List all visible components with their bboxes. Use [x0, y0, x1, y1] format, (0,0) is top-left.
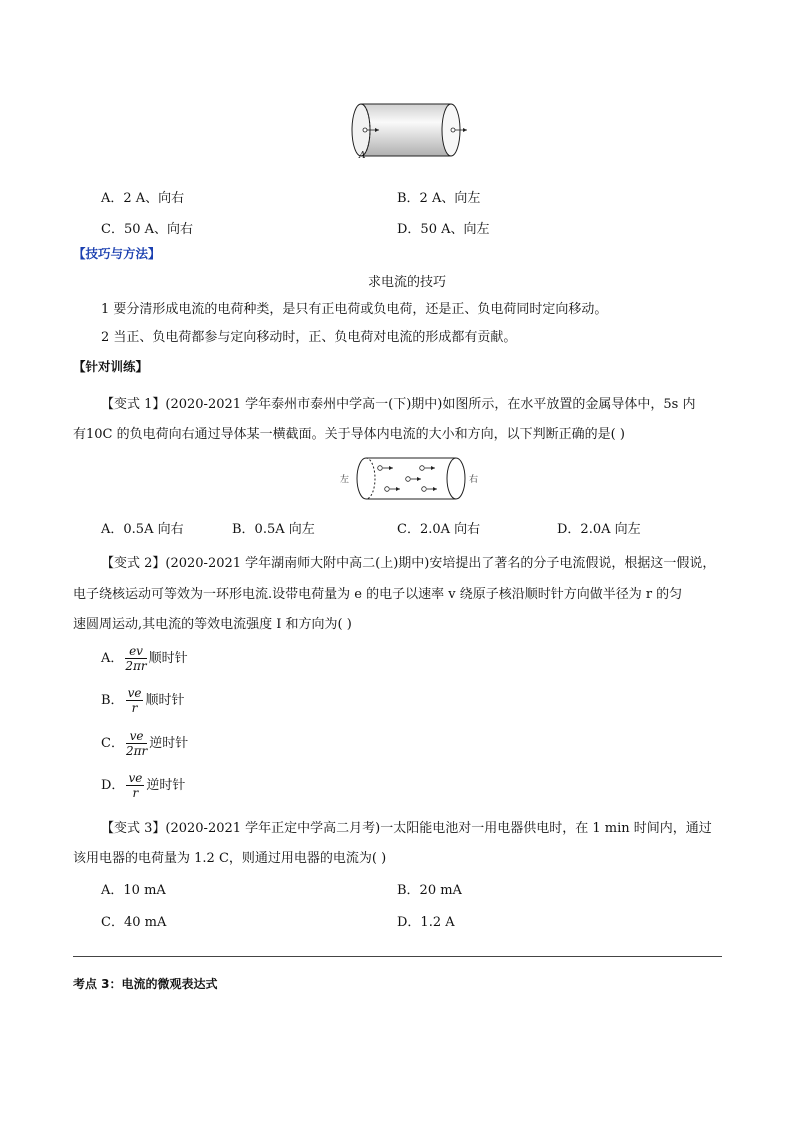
figure-label-a: A [359, 151, 366, 161]
v3-option-c: C．40 mA [101, 915, 167, 930]
conductor-right-label: 右 [469, 475, 479, 485]
v3-line-2: 该用电器的电荷量为 1.2 C，则通过用电器的电流为( ) [73, 851, 387, 866]
v1-option-b: B．0.5A 向左 [232, 522, 315, 537]
v2-option-c [101, 729, 188, 758]
v3-line-1: 【变式 3】(2020-2021 学年正定中学高二月考)一太阳能电池对一用电器供电时，在 1 min 时间内，通过 [101, 821, 712, 836]
v2-option-b-fraction: $\frac{ve}{r}$ [127, 686, 142, 715]
prev-option-b: B．2 A、向左 [397, 191, 481, 206]
next-section-title: 考点 3：电流的微观表达式 [73, 977, 218, 991]
v1-option-d: D．2.0A 向左 [557, 522, 641, 537]
v2-option-a [101, 644, 188, 673]
methods-item-1: 1 要分清形成电流的电荷种类，是只有正电荷或负电荷，还是正、负电荷同时定向移动。 [101, 302, 608, 317]
v1-option-a: A．0.5A 向右 [101, 522, 184, 537]
v2-option-b-direction: 顺时针 [145, 693, 185, 708]
v2-option-c-letter: C． [101, 736, 124, 751]
v2-option-a-fraction: $\frac{ev}{2\pi r}$ [125, 644, 147, 673]
prev-option-c: C．50 A、向右 [101, 222, 194, 237]
conductor-figure [338, 455, 488, 503]
v1-option-c: C．2.0A 向右 [397, 522, 481, 537]
v2-option-d-letter: D． [101, 778, 125, 793]
methods-header: 【技巧与方法】 [73, 246, 161, 261]
v2-option-a-direction: 顺时针 [148, 651, 188, 666]
training-header: 【针对训练】 [73, 359, 149, 374]
prev-option-a: A．2 A、向右 [101, 191, 185, 206]
v1-line-1: 【变式 1】(2020-2021 学年泰州市泰州中学高一(下)期中)如图所示，在水平放置的金属导体中，5s 内 [101, 397, 696, 412]
v2-line-1: 【变式 2】(2020-2021 学年湖南师大附中高二(上)期中)安培提出了著名的分子电流假说，根据这一假说， [101, 556, 716, 571]
v2-option-a-letter: A． [101, 651, 124, 666]
v2-option-d-direction: 逆时针 [146, 778, 186, 793]
section-divider [73, 956, 722, 957]
v3-option-a: A．10 mA [101, 883, 166, 898]
v2-option-b [101, 686, 184, 715]
v3-option-b: B．20 mA [397, 883, 462, 898]
v2-option-c-direction: 逆时针 [149, 736, 189, 751]
v2-line-3: 速圆周运动,其电流的等效电流强度 I 和方向为( ) [73, 617, 352, 632]
v3-option-d: D．1.2 A [397, 915, 455, 930]
prev-option-d: D．50 A、向左 [397, 222, 490, 237]
methods-title: 求电流的技巧 [368, 275, 447, 290]
v2-option-d-fraction: $\frac{ve}{r}$ [128, 771, 143, 800]
v2-line-2: 电子绕核运动可等效为一环形电流.设带电荷量为 e 的电子以速率 v 绕原子核沿顺时针方向做半径为 r 的匀 [73, 587, 683, 602]
v2-option-d [101, 771, 185, 800]
conductor-left-label: 左 [340, 475, 350, 485]
v2-option-c-fraction: $\frac{ve}{2\pi r}$ [125, 729, 148, 758]
methods-item-2: 2 当正、负电荷都参与定向移动时，正、负电荷对电流的形成都有贡献。 [101, 330, 517, 345]
v1-line-2: 有10C 的负电荷向右通过导体某一横截面。关于导体内电流的大小和方向，以下判断正确的是( ) [73, 427, 625, 442]
v2-option-b-letter: B． [101, 693, 124, 708]
